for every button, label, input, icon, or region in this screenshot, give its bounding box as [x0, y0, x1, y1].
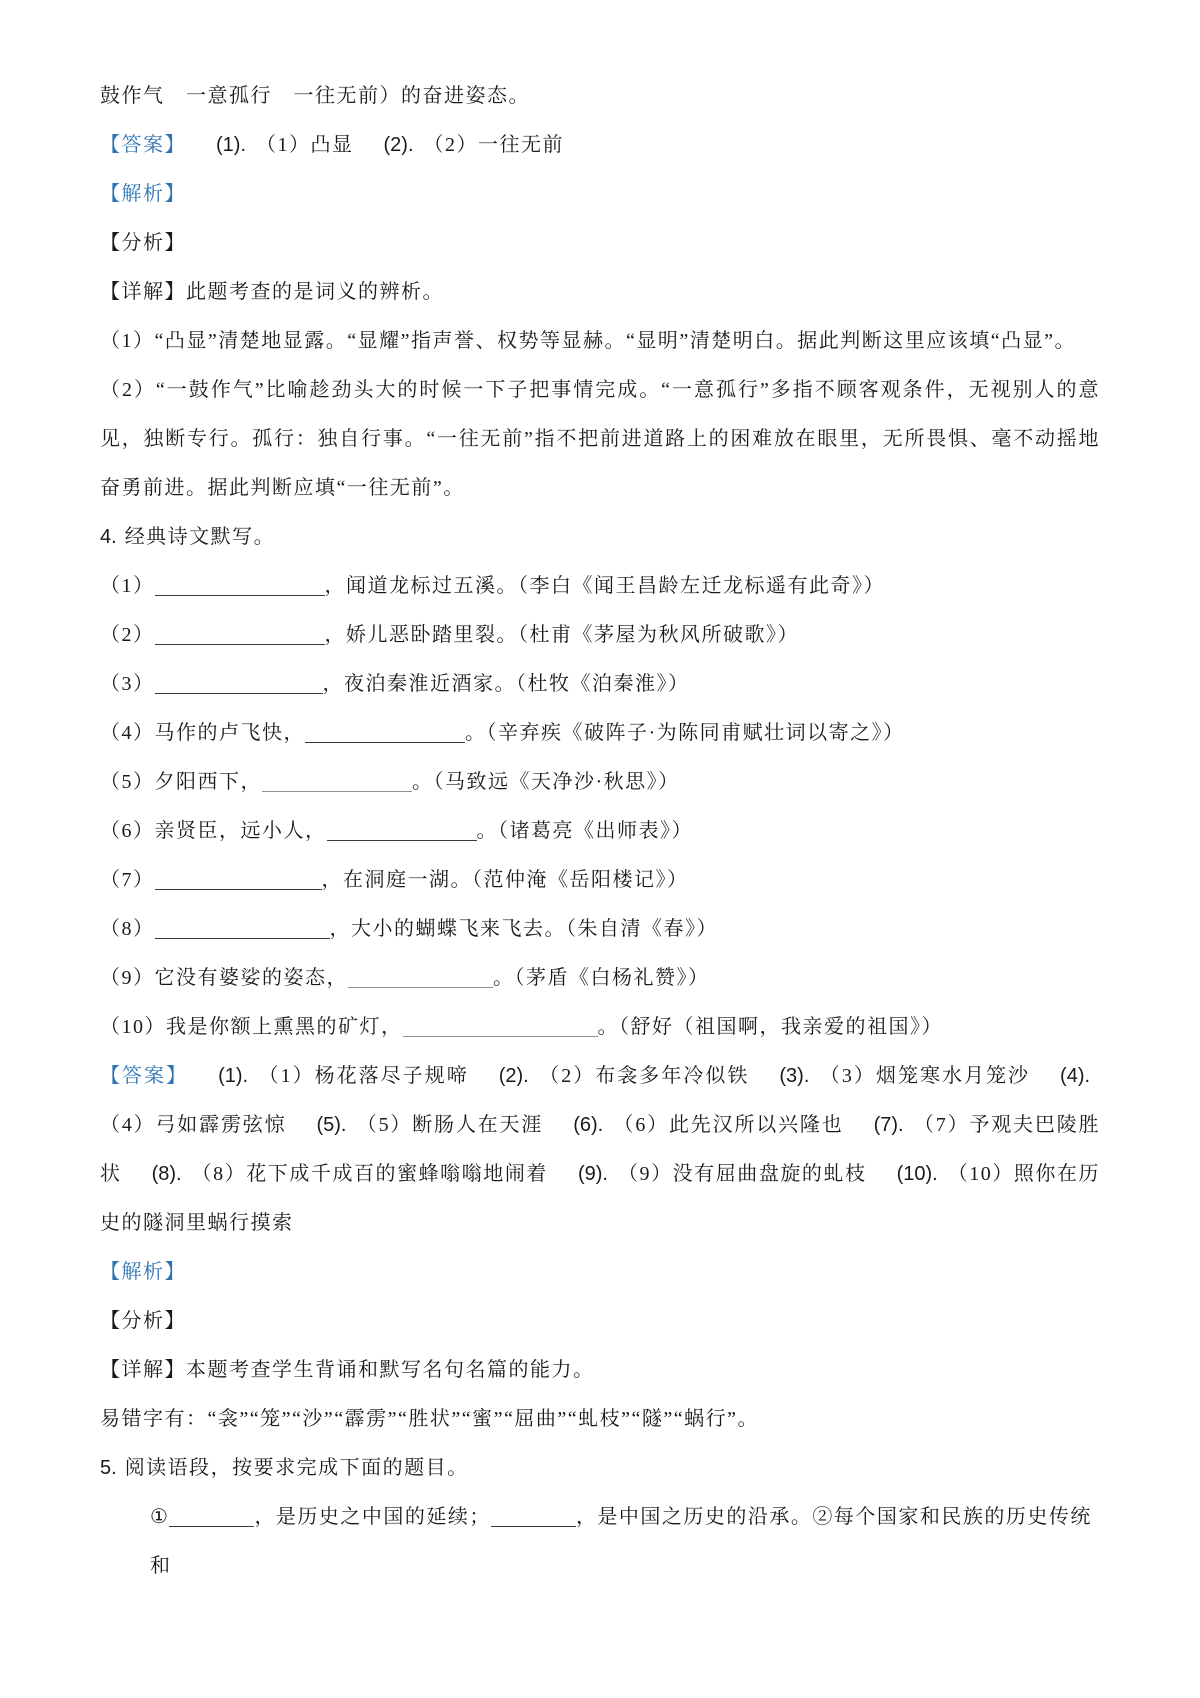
answer-index: (5).	[316, 1114, 347, 1136]
answer-index: (2).	[383, 134, 414, 156]
answer-label: 【答案】	[100, 134, 186, 156]
blank-line	[403, 1012, 598, 1037]
answer-index: (3).	[779, 1065, 810, 1087]
answer-index: (8).	[151, 1163, 182, 1185]
q4-item-8	[100, 905, 1100, 954]
question-title: 经典诗文默写。	[124, 526, 276, 548]
answer-index: (2).	[498, 1065, 529, 1087]
q4-item-9	[100, 954, 1100, 1003]
item-pre: （4）马作的卢飞快，	[100, 722, 305, 744]
blank-line	[262, 767, 412, 792]
answer-text: （9）没有屈曲盘旋的虬枝	[617, 1163, 867, 1185]
segment-post: ，是中国之历史的沿承。②每个国家和民族的历史传统和	[150, 1506, 1092, 1577]
q4-error-note	[100, 1395, 1100, 1444]
item-post: ，夜泊秦淮近酒家。（杜牧《泊秦淮》）	[322, 673, 690, 695]
q4-title	[100, 513, 1100, 562]
item-post: 。（茅盾《白杨礼赞》）	[493, 967, 710, 989]
question-title: 阅读语段，按要求完成下面的题目。	[124, 1457, 469, 1479]
fenxi-label: 【分析】	[100, 232, 186, 254]
item-post: ，娇儿恶卧踏里裂。（杜甫《茅屋为秋风所破歌》）	[324, 624, 799, 646]
item-post: 。（辛弃疾《破阵子·为陈同甫赋壮词以寄之》）	[465, 722, 905, 744]
item-post: 。（舒好（祖国啊，我亲爱的祖国》）	[597, 1016, 943, 1038]
blank-line	[155, 620, 325, 645]
answer-index: (10).	[896, 1163, 938, 1185]
q4-item-6	[100, 807, 1100, 856]
error-note-text: 易错字有：“衾”“笼”“沙”“霹雳”“胜状”“蜜”“屈曲”“虬枝”“隧”“蜗行”。	[100, 1408, 760, 1430]
q4-item-2	[100, 611, 1100, 660]
q3-fenxi-label	[100, 219, 1100, 268]
q4-detail	[100, 1346, 1100, 1395]
fenxi-label: 【分析】	[100, 1310, 186, 1332]
jiexi-label: 【解析】	[100, 183, 186, 205]
q4-item-3	[100, 660, 1100, 709]
q3-explain-1	[100, 317, 1100, 366]
item-post: 。（诸葛亮《出师表》）	[476, 820, 693, 842]
item-pre: （1）	[100, 575, 155, 597]
q4-answer-paragraph	[100, 1052, 1100, 1248]
detail-text: 【详解】此题考查的是词义的辨析。	[100, 281, 444, 303]
explain-text: （1）“凸显”清楚地显露。“显耀”指声誉、权势等显赫。“显明”清楚明白。据此判断这里应该填“凸显”。	[100, 330, 1077, 352]
q4-item-4	[100, 709, 1100, 758]
q4-item-7	[100, 856, 1100, 905]
item-pre: （9）它没有婆娑的姿态，	[100, 967, 348, 989]
blank-line	[327, 816, 477, 841]
segment-pre: ①	[150, 1506, 170, 1528]
answer-text: （2）一往无前	[423, 134, 564, 156]
blank-line	[348, 963, 493, 988]
explain-text: （2）“一鼓作气”比喻趁劲头大的时候一下子把事情完成。“一意孤行”多指不顾客观条件，无视别人的意见，独断专行。孤行：独自行事。“一往无前”指不把前进道路上的困难放在眼里，无所畏惧、毫不动摇地奋勇前进。据此判断应填“一往无前”。	[100, 379, 1100, 499]
item-pre: （2）	[100, 624, 155, 646]
q4-fenxi-label	[100, 1297, 1100, 1346]
answer-text: （1）杨花落尽子规啼	[258, 1065, 469, 1087]
answer-index: (6).	[573, 1114, 604, 1136]
segment-mid: ，是历史之中国的延续；	[254, 1506, 491, 1528]
q3-answer-line	[100, 121, 1100, 170]
answer-text: （7）予观夫巴陵胜状	[100, 1114, 1101, 1185]
answer-text: （3）烟笼寒水月笼沙	[819, 1065, 1031, 1087]
question-number: 5.	[100, 1457, 117, 1479]
answer-index: (1).	[218, 1065, 249, 1087]
q4-item-5	[100, 758, 1100, 807]
q4-item-10	[100, 1003, 1100, 1052]
item-pre: （6）亲贤臣，远小人，	[100, 820, 327, 842]
answer-text: （5）断肠人在天涯	[356, 1114, 544, 1136]
answer-text: （8）花下成千成百的蜜蜂嗡嗡地闹着	[191, 1163, 548, 1185]
blank-line	[155, 865, 322, 890]
item-pre: （5）夕阳西下，	[100, 771, 262, 793]
answer-index: (9).	[577, 1163, 608, 1185]
jiexi-label: 【解析】	[100, 1261, 186, 1283]
item-post: ，闻道龙标过五溪。（李白《闻王昌龄左迁龙标遥有此奇》）	[324, 575, 885, 597]
item-pre: （8）	[100, 918, 155, 940]
question-number: 4.	[100, 526, 117, 548]
answer-text: （4）弓如霹雳弦惊	[100, 1114, 287, 1136]
q4-item-1	[100, 562, 1100, 611]
answer-text: （6）此先汉所以兴隆也	[613, 1114, 844, 1136]
blank-line	[305, 718, 465, 743]
answer-index: (7).	[873, 1114, 904, 1136]
q3-jiexi-label	[100, 170, 1100, 219]
blank-line	[155, 914, 330, 939]
item-pre: （10）我是你额上熏黑的矿灯，	[100, 1016, 403, 1038]
q4-jiexi-label	[100, 1248, 1100, 1297]
answer-text: （10）照你在历史的隧洞里蜗行摸索	[100, 1163, 1101, 1234]
q3-stem-tail	[100, 72, 1100, 121]
answer-index: (4).	[1060, 1065, 1091, 1087]
answer-index: (1).	[216, 134, 246, 156]
blank-line	[491, 1502, 576, 1527]
blank-line	[155, 669, 323, 694]
item-pre: （7）	[100, 869, 155, 891]
item-pre: （3）	[100, 673, 155, 695]
item-post: ，大小的蝴蝶飞来飞去。（朱自清《春》）	[329, 918, 718, 940]
answer-text: （1）凸显	[256, 134, 354, 156]
item-post: ，在洞庭一湖。（范仲淹《岳阳楼记》）	[321, 869, 689, 891]
detail-text: 【详解】本题考查学生背诵和默写名句名篇的能力。	[100, 1359, 595, 1381]
answer-label: 【答案】	[100, 1065, 189, 1087]
q5-title	[100, 1444, 1100, 1493]
q5-passage-line	[100, 1493, 1100, 1591]
q3-explain-2	[100, 366, 1100, 513]
blank-line	[169, 1502, 254, 1527]
answer-text: （2）布衾多年冷似铁	[538, 1065, 750, 1087]
q3-stem-text: 鼓作气 一意孤行 一往无前）的奋进姿态。	[100, 85, 530, 107]
blank-line	[155, 571, 325, 596]
q3-detail	[100, 268, 1100, 317]
item-post: 。（马致远《天净沙·秋思》）	[412, 771, 680, 793]
